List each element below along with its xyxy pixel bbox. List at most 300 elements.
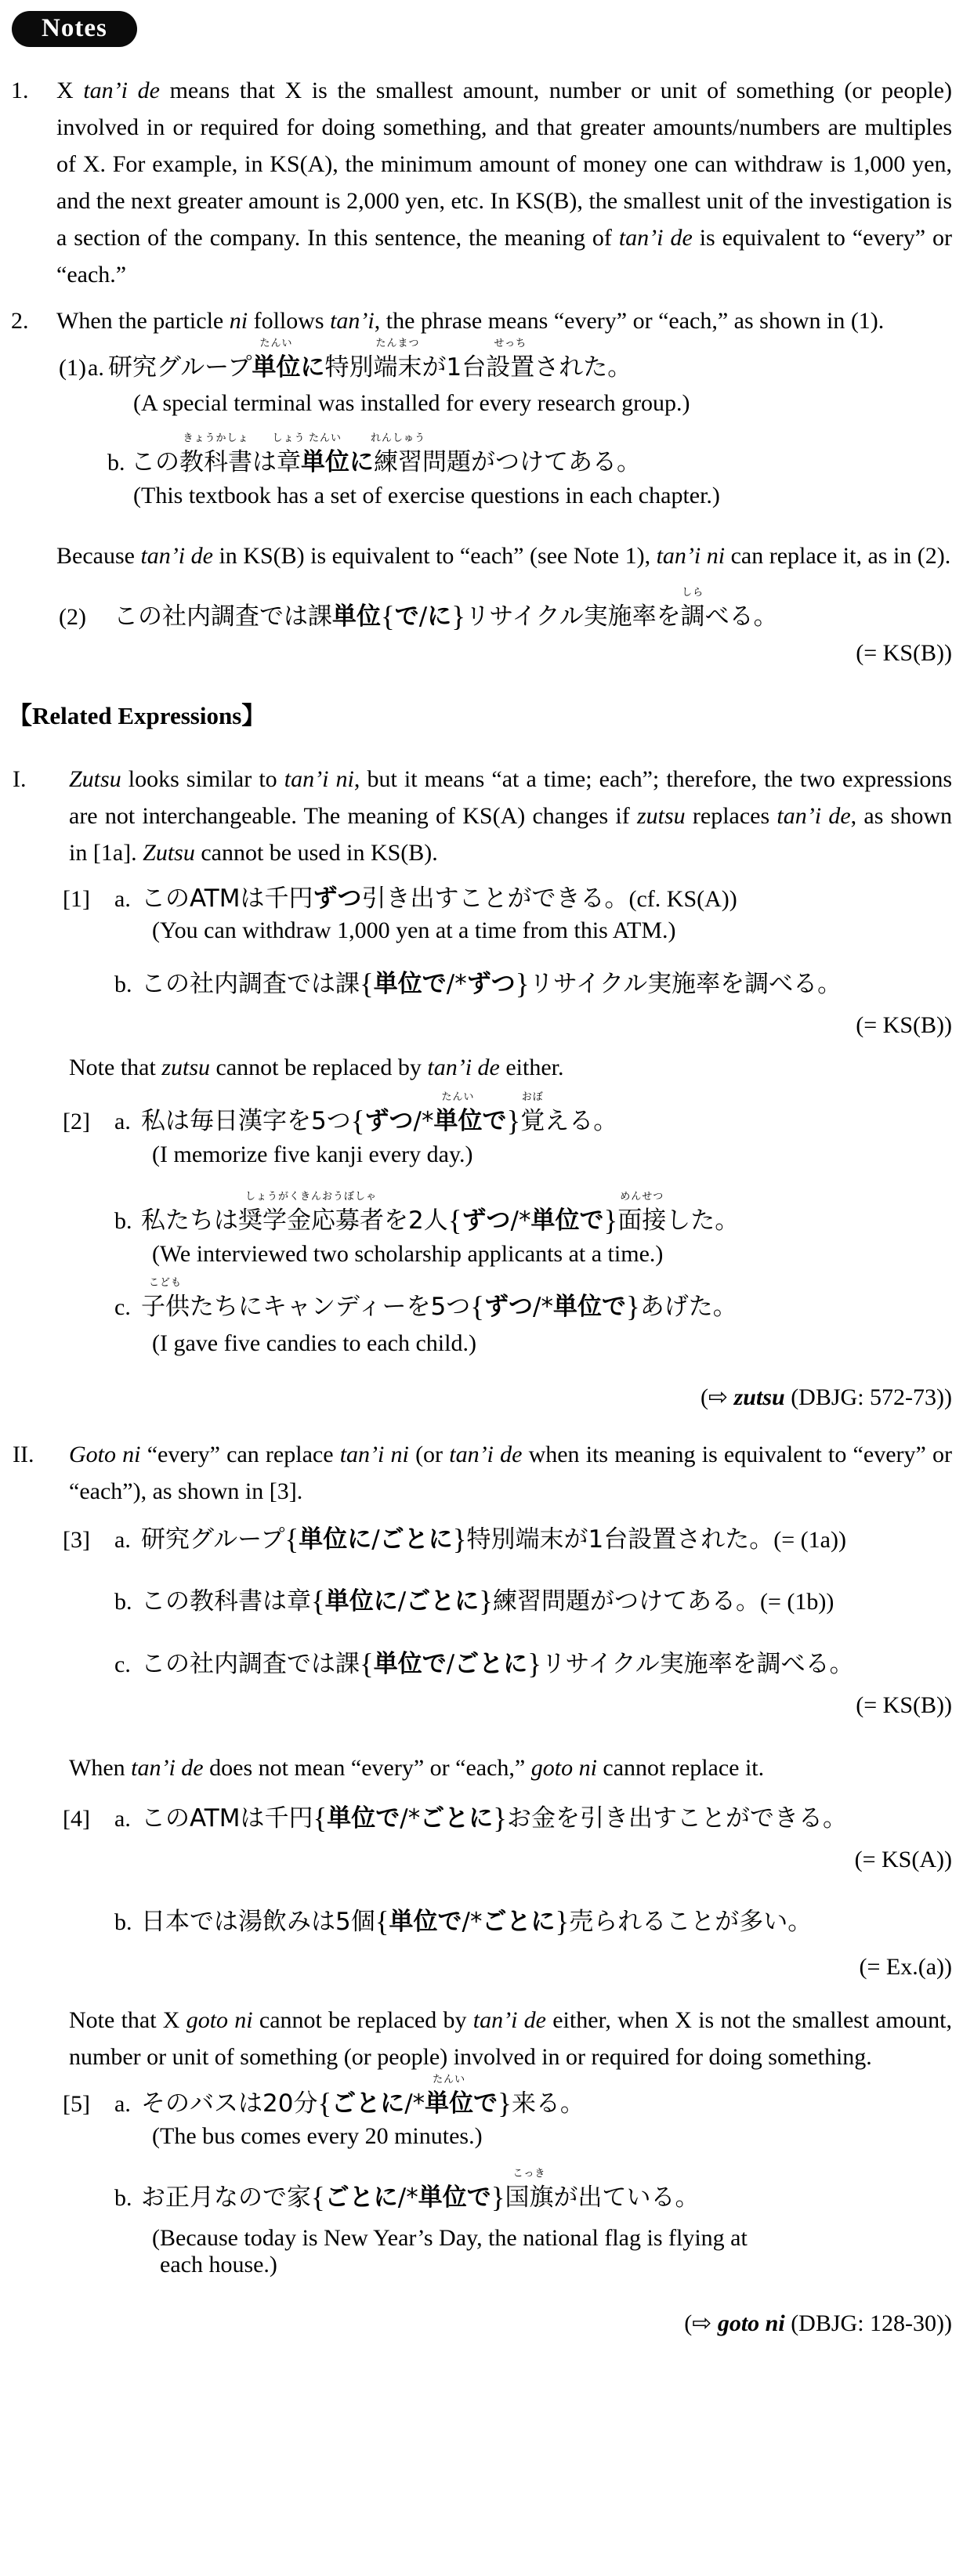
jp-segment: 単位に bbox=[324, 1587, 398, 1615]
text-run: either, when X is not the smallest amount, number or unit of something (or people) involved in or required for doing something. bbox=[69, 2007, 952, 2070]
text-run: tan’i ni bbox=[284, 766, 354, 792]
jp-segment: { bbox=[360, 1648, 374, 1681]
text-run: tan’i de bbox=[449, 1442, 523, 1467]
jp-segment: お正月なので家 bbox=[141, 2183, 311, 2212]
text-run: tan’i de bbox=[472, 2007, 546, 2033]
kanji-with-furigana bbox=[301, 432, 349, 481]
jp-segment: / bbox=[371, 1525, 380, 1554]
example-letter: a. bbox=[114, 1109, 131, 1134]
jp-segment: 売られることが多い。 bbox=[569, 1908, 813, 1936]
text-run: goto ni bbox=[530, 1755, 597, 1781]
kanji-with-furigana bbox=[433, 1091, 483, 1140]
example-br3a bbox=[0, 1521, 963, 1558]
jp-segment: } bbox=[491, 2182, 505, 2214]
jp-segment: * bbox=[541, 1293, 553, 1321]
text-run: tan’i de bbox=[777, 803, 851, 829]
jp-segment: リサイクル実施率を調べる。 bbox=[529, 970, 842, 998]
furigana: めんせつ bbox=[620, 1191, 664, 1203]
example-br2a bbox=[0, 1093, 963, 1140]
kanji-base: 調 bbox=[680, 602, 705, 631]
kanji-base: 端末 bbox=[373, 353, 422, 382]
example-label: (2) bbox=[59, 604, 86, 630]
jp-segment: { bbox=[381, 601, 395, 633]
text-run: looks similar to bbox=[121, 766, 284, 792]
example-br5a bbox=[0, 2075, 963, 2122]
gloss-1b bbox=[133, 483, 952, 509]
jp-segment: ずつ bbox=[466, 970, 516, 998]
jp-segment: { bbox=[350, 1105, 365, 1138]
jp-segment: 単位で bbox=[373, 970, 447, 998]
rel-item-I bbox=[0, 761, 963, 871]
furigana: たんい bbox=[308, 432, 342, 444]
jp-segment: が1台 bbox=[422, 353, 487, 382]
furigana: れんしゅう bbox=[370, 432, 426, 444]
text-run: (= KS(B)) bbox=[856, 640, 952, 666]
jp-segment: / bbox=[400, 1804, 408, 1833]
text-run: ( bbox=[684, 2310, 693, 2336]
badge-row bbox=[0, 0, 963, 47]
furigana: しょう bbox=[272, 432, 306, 444]
kanji-with-furigana bbox=[617, 1191, 667, 1239]
example-label: [3] bbox=[63, 1527, 90, 1553]
text-run: tan’i de bbox=[427, 1055, 500, 1080]
ref-ksb-3 bbox=[0, 1692, 963, 1719]
text-run: zutsu bbox=[733, 1384, 785, 1410]
furigana: たんい bbox=[441, 1091, 475, 1103]
text-run bbox=[711, 2310, 718, 2336]
kanji-base: 単位 bbox=[425, 2089, 474, 2118]
item-text bbox=[56, 302, 952, 339]
japanese-sentence bbox=[141, 1800, 963, 1837]
ref-ksb-2 bbox=[0, 1012, 963, 1039]
note-1 bbox=[0, 72, 963, 293]
jp-segment: 単位で bbox=[530, 1207, 604, 1235]
ref-zutsu-dbjg bbox=[0, 1384, 963, 1411]
example-2 bbox=[0, 588, 963, 635]
text-run: , as shown in [1a]. bbox=[69, 803, 952, 866]
text-run: (= Ex.(a)) bbox=[859, 1954, 952, 1980]
gloss-br2c bbox=[152, 1330, 952, 1357]
kanji-with-furigana bbox=[425, 2074, 474, 2122]
japanese-sentence bbox=[141, 2168, 963, 2216]
example-letter: b. bbox=[114, 1589, 132, 1615]
example-letter: b. bbox=[114, 1909, 132, 1935]
latin-annotation: (cf. KS(A)) bbox=[628, 886, 737, 912]
jp-segment: された。 bbox=[534, 353, 632, 382]
para-because bbox=[56, 537, 952, 574]
furigana: こっき bbox=[512, 2168, 546, 2180]
jp-segment: / bbox=[533, 1293, 541, 1321]
text-run: When the particle bbox=[56, 308, 230, 334]
kanji-with-furigana bbox=[141, 1277, 190, 1326]
open-bracket: 【 bbox=[8, 702, 32, 730]
example-br4b bbox=[0, 1904, 963, 1941]
kanji-base: 国旗 bbox=[505, 2183, 554, 2212]
jp-segment: 私は毎日漢字を5つ bbox=[141, 1107, 351, 1135]
kanji-base: 単位 bbox=[252, 353, 301, 382]
english-gloss-line: each house.) bbox=[160, 2252, 277, 2278]
jp-segment: } bbox=[515, 968, 530, 1000]
jp-segment: で bbox=[394, 602, 419, 631]
jp-segment: に bbox=[349, 448, 374, 476]
jp-segment: この教科書は章 bbox=[141, 1587, 311, 1615]
right-arrow-icon: ⇨ bbox=[692, 2310, 712, 2337]
text-run: Zutsu bbox=[69, 766, 121, 792]
close-bracket: 】 bbox=[241, 702, 266, 730]
right-arrow-icon: ⇨ bbox=[708, 1384, 729, 1411]
jp-segment: 単位で bbox=[373, 1650, 447, 1678]
para-note-goto bbox=[69, 2002, 952, 2075]
text-run: replaces bbox=[685, 803, 777, 829]
japanese-sentence bbox=[141, 1904, 963, 1941]
example-label: (1) bbox=[59, 355, 86, 381]
jp-segment: この社内調査では課 bbox=[141, 1650, 360, 1678]
text-run: (= KS(B)) bbox=[856, 1692, 952, 1718]
text-run: (DBJG: 128-30)) bbox=[784, 2310, 952, 2336]
text-run: Note that X bbox=[69, 2007, 186, 2033]
text-run: tan’i ni bbox=[656, 543, 726, 569]
kanji-with-furigana bbox=[179, 432, 252, 481]
example-letter: b. bbox=[107, 450, 125, 476]
jp-segment: この社内調査では課 bbox=[141, 970, 360, 998]
japanese-sentence bbox=[114, 587, 963, 635]
furigana: こども bbox=[148, 1277, 183, 1289]
jp-segment: / bbox=[413, 1107, 422, 1135]
furigana: しら bbox=[682, 587, 704, 599]
furigana: たんい bbox=[433, 2074, 466, 2086]
text-run: can replace it, as in (2). bbox=[725, 543, 951, 569]
gloss-br5a bbox=[152, 2123, 952, 2150]
japanese-sentence bbox=[141, 1277, 963, 1326]
jp-segment: リサイクル実施率を調べる。 bbox=[541, 1650, 854, 1678]
jp-segment: } bbox=[479, 1586, 493, 1618]
example-letter: a. bbox=[114, 1527, 131, 1553]
jp-segment: 単位で bbox=[552, 1293, 626, 1321]
jp-segment: * bbox=[406, 2183, 418, 2212]
jp-segment: そのバスは20分 bbox=[141, 2089, 318, 2118]
text-run bbox=[728, 1384, 734, 1410]
jp-segment: ごとに bbox=[331, 2089, 405, 2118]
kanji-base: 練習 bbox=[374, 448, 422, 476]
kanji-with-furigana bbox=[252, 338, 301, 386]
jp-segment: 特別端末が1台設置された。 bbox=[466, 1525, 774, 1554]
text-run: in KS(B) is equivalent to “each” (see Note 1), bbox=[212, 543, 657, 569]
text-run: (= KS(A)) bbox=[854, 1847, 952, 1872]
japanese-sentence bbox=[141, 1583, 963, 1620]
text-run: cannot be replaced by bbox=[210, 1055, 428, 1080]
jp-segment: } bbox=[625, 1291, 640, 1323]
text-run: tan’i bbox=[330, 308, 375, 334]
jp-segment: 日本では湯飲みは5個 bbox=[141, 1908, 375, 1936]
kanji-base: 面接 bbox=[617, 1207, 667, 1235]
example-label: [5] bbox=[63, 2091, 90, 2117]
jp-segment: } bbox=[555, 1906, 570, 1938]
gloss-br1a bbox=[152, 917, 952, 944]
furigana: せっち bbox=[494, 338, 527, 349]
jp-segment: この bbox=[131, 448, 179, 476]
example-br3c bbox=[0, 1646, 963, 1683]
jp-segment: 研究グループ bbox=[108, 353, 252, 382]
text-run: follows bbox=[248, 308, 331, 334]
kanji-base: 奨学金応募者 bbox=[238, 1207, 384, 1235]
jp-segment: ずつ bbox=[484, 1293, 534, 1321]
example-letter: a. bbox=[114, 886, 131, 912]
japanese-sentence bbox=[108, 338, 963, 386]
example-letter: b. bbox=[114, 1208, 132, 1234]
english-gloss-line: (I memorize five kanji every day.) bbox=[152, 1141, 473, 1167]
jp-segment: あげた。 bbox=[639, 1293, 737, 1321]
japanese-sentence bbox=[131, 432, 963, 481]
latin-annotation: (= (1b)) bbox=[759, 1589, 834, 1615]
kanji-with-furigana bbox=[486, 338, 535, 386]
jp-segment: ずつ bbox=[313, 885, 362, 913]
kanji-with-furigana bbox=[272, 432, 306, 481]
kanji-base: 子供 bbox=[141, 1293, 190, 1321]
text-run: either. bbox=[499, 1055, 564, 1080]
kanji-base: 単位 bbox=[433, 1107, 483, 1135]
text-run: zutsu bbox=[161, 1055, 210, 1080]
kanji-with-furigana bbox=[238, 1191, 384, 1239]
ref-exa bbox=[0, 1954, 963, 1981]
example-letter: a. bbox=[88, 355, 104, 381]
kanji-base: 章 bbox=[277, 448, 301, 476]
jp-segment: リサイクル実施率を bbox=[465, 602, 681, 631]
english-gloss-line: (Because today is New Year’s Day, the national flag is flying at bbox=[152, 2225, 748, 2251]
english-gloss-line: (You can withdraw 1,000 yen at a time from this ATM.) bbox=[152, 917, 676, 943]
jp-segment: * bbox=[412, 2089, 425, 2118]
jp-segment: } bbox=[498, 2088, 512, 2120]
example-br3b bbox=[0, 1583, 963, 1620]
jp-segment: ごとに bbox=[482, 1908, 556, 1936]
kanji-with-furigana bbox=[370, 432, 426, 481]
text-run: “every” can replace bbox=[140, 1442, 340, 1467]
notes-badge: Notes bbox=[12, 11, 137, 47]
jp-segment: { bbox=[311, 2182, 325, 2214]
text-run: means that X is the smallest amount, number or unit of something (or people) involved in or required for doing something, and that greater amounts/numbers are multiples of X. For example, in KS(A), the minimum amount of money one can withdraw is 1,000 yen, and the next greater amount is 2,000 yen, etc. In KS(B), the smallest unit of the investigation is a section of the company. In this sentence, the meaning of bbox=[56, 78, 952, 251]
item-text bbox=[56, 72, 952, 293]
jp-segment: } bbox=[452, 1524, 467, 1556]
text-run: (= KS(B)) bbox=[856, 1012, 952, 1038]
jp-segment: このATMは千円 bbox=[141, 885, 313, 913]
example-letter: a. bbox=[114, 2091, 131, 2117]
example-letter: c. bbox=[114, 1294, 131, 1320]
text-run: Goto ni bbox=[69, 1442, 141, 1467]
jp-segment: ごとに bbox=[420, 1804, 494, 1833]
example-letter: b. bbox=[114, 2185, 132, 2211]
jp-segment: 単位で bbox=[418, 2183, 491, 2212]
english-gloss-line: (We interviewed two scholarship applicants at a time.) bbox=[152, 1241, 664, 1267]
gloss-br5b bbox=[152, 2225, 952, 2278]
jp-segment: / bbox=[418, 602, 428, 631]
jp-segment: を2人 bbox=[384, 1207, 448, 1235]
text-run: when its meaning is equivalent to “every” or “each”), as shown in [3]. bbox=[69, 1442, 952, 1504]
text-run: tan’i de bbox=[618, 225, 693, 251]
text-run: does not mean “every” or “each,” bbox=[203, 1755, 531, 1781]
text-run: tan’i de bbox=[131, 1755, 204, 1781]
jp-segment: ずつ bbox=[364, 1107, 414, 1135]
english-gloss-line: (A special terminal was installed for every research group.) bbox=[133, 390, 690, 416]
item-text bbox=[69, 1436, 952, 1510]
text-run: (DBJG: 572-73)) bbox=[784, 1384, 952, 1410]
jp-segment: 問題がつけてある。 bbox=[422, 448, 641, 476]
jp-segment: は bbox=[252, 448, 277, 476]
jp-segment: { bbox=[375, 1906, 389, 1938]
example-br1a bbox=[0, 881, 963, 917]
example-br2b bbox=[0, 1192, 963, 1239]
para-when-tanide bbox=[69, 1749, 952, 1786]
jp-segment: / bbox=[462, 1908, 470, 1936]
kanji-with-furigana bbox=[680, 587, 705, 635]
text-run: Note that bbox=[69, 1055, 162, 1080]
text-run: Because bbox=[56, 543, 141, 569]
jp-segment: で bbox=[473, 2089, 498, 2118]
furigana: おぼ bbox=[521, 1091, 544, 1103]
jp-segment: { bbox=[360, 968, 374, 1000]
jp-segment: } bbox=[527, 1648, 541, 1681]
jp-segment: { bbox=[447, 1205, 462, 1237]
ref-goto-dbjg bbox=[0, 2310, 963, 2337]
example-br4a bbox=[0, 1800, 963, 1837]
text-run: is equivalent to “every” or “each.” bbox=[56, 225, 953, 288]
text-run: Zutsu bbox=[143, 840, 195, 866]
jp-segment: / bbox=[404, 2089, 413, 2118]
jp-segment: * bbox=[518, 1207, 531, 1235]
text-run: X bbox=[56, 78, 84, 103]
kanji-base: 単位 bbox=[301, 448, 349, 476]
item-number: 1. bbox=[11, 78, 29, 103]
jp-segment: お金を引き出すことができる。 bbox=[506, 1804, 847, 1833]
furigana: きょうかしょ bbox=[183, 432, 249, 444]
text-run: tan’i de bbox=[140, 543, 213, 569]
jp-segment: { bbox=[311, 1586, 325, 1618]
note-2 bbox=[0, 302, 963, 339]
jp-segment: / bbox=[397, 2183, 407, 2212]
jp-segment: { bbox=[317, 2088, 332, 2120]
jp-segment: この社内調査では課 bbox=[114, 602, 332, 631]
text-run: cannot replace it. bbox=[596, 1755, 765, 1781]
japanese-sentence bbox=[141, 1646, 963, 1683]
example-letter: a. bbox=[114, 1806, 131, 1832]
jp-segment: ごとに bbox=[406, 1587, 480, 1615]
text-run: zutsu bbox=[636, 803, 686, 829]
related-expressions-heading bbox=[8, 700, 963, 733]
example-label: [4] bbox=[63, 1806, 90, 1832]
jp-segment: 引き出すことができる。 bbox=[361, 885, 629, 913]
text-run: When bbox=[69, 1755, 132, 1781]
jp-segment: ごとに bbox=[454, 1650, 528, 1678]
kanji-base: 設置 bbox=[486, 353, 535, 382]
gloss-br2b bbox=[152, 1241, 952, 1268]
japanese-sentence bbox=[141, 1191, 963, 1239]
item-number: 2. bbox=[11, 308, 29, 334]
jp-segment: } bbox=[451, 601, 465, 633]
jp-segment: * bbox=[407, 1804, 421, 1833]
item-number: I. bbox=[13, 766, 27, 792]
jp-segment: に bbox=[427, 602, 452, 631]
example-br2c bbox=[0, 1279, 963, 1326]
jp-segment: 私たちは bbox=[141, 1207, 238, 1235]
jp-segment: ごとに bbox=[379, 1525, 453, 1554]
english-gloss-line: (This textbook has a set of exercise questions in each chapter.) bbox=[133, 483, 720, 508]
example-1b bbox=[0, 434, 963, 481]
example-label: [2] bbox=[63, 1109, 90, 1134]
kanji-base: 教科書 bbox=[179, 448, 252, 476]
jp-segment: ごとに bbox=[324, 2183, 398, 2212]
jp-segment: 来る。 bbox=[511, 2089, 585, 2118]
jp-segment: 単位で bbox=[389, 1908, 462, 1936]
english-gloss-line: (I gave five candies to each child.) bbox=[152, 1330, 476, 1356]
jp-segment: / bbox=[397, 1587, 407, 1615]
example-br1b bbox=[0, 966, 963, 1003]
jp-segment: { bbox=[313, 1803, 328, 1835]
kanji-with-furigana bbox=[373, 338, 422, 386]
jp-segment: 研究グループ bbox=[141, 1525, 285, 1554]
jp-segment: に bbox=[300, 353, 325, 382]
text-run: goto ni bbox=[717, 2310, 785, 2336]
jp-segment: べる。 bbox=[704, 602, 778, 631]
kanji-with-furigana bbox=[520, 1091, 545, 1140]
item-number: II. bbox=[13, 1442, 34, 1467]
text-run: ni bbox=[229, 308, 248, 334]
jp-segment: 単位 bbox=[332, 602, 381, 631]
jp-segment: ずつ bbox=[462, 1207, 511, 1235]
text-run: cannot be replaced by bbox=[252, 2007, 473, 2033]
text-run: goto ni bbox=[186, 2007, 253, 2033]
example-1a bbox=[0, 339, 963, 386]
jp-segment: える。 bbox=[545, 1107, 618, 1135]
japanese-sentence bbox=[141, 1521, 963, 1558]
rel-item-II bbox=[0, 1436, 963, 1510]
jp-segment: した。 bbox=[666, 1207, 740, 1235]
text-run: cannot be used in KS(B). bbox=[194, 840, 438, 866]
jp-segment: 練習問題がつけてある。 bbox=[492, 1587, 760, 1615]
jp-segment: { bbox=[284, 1524, 299, 1556]
gloss-1a bbox=[133, 390, 952, 417]
furigana: しょうがくきんおうぼしゃ bbox=[244, 1191, 378, 1203]
text-run: (or bbox=[408, 1442, 450, 1467]
jp-segment: / bbox=[446, 1650, 455, 1678]
ref-ksb-1 bbox=[0, 640, 963, 667]
latin-annotation: (= (1a)) bbox=[773, 1527, 846, 1553]
japanese-sentence bbox=[141, 2074, 963, 2122]
jp-segment: { bbox=[470, 1291, 485, 1323]
heading-label: Related Expressions bbox=[32, 702, 242, 729]
japanese-sentence bbox=[141, 1091, 963, 1140]
japanese-sentence bbox=[141, 881, 963, 917]
item-text bbox=[69, 761, 952, 871]
example-letter: c. bbox=[114, 1652, 131, 1677]
jp-segment: * bbox=[454, 970, 467, 998]
jp-segment: / bbox=[446, 970, 455, 998]
jp-segment: } bbox=[493, 1803, 507, 1835]
english-gloss-line: (The bus comes every 20 minutes.) bbox=[152, 2123, 483, 2149]
jp-segment: / bbox=[510, 1207, 519, 1235]
text-run: tan’i ni bbox=[339, 1442, 409, 1467]
furigana: たんまつ bbox=[375, 338, 420, 349]
kanji-with-furigana bbox=[505, 2168, 554, 2216]
text-run: , but it means “at a time; each”; therefore, the two expressions are not interchangeable. The meaning of KS(A) changes if bbox=[69, 766, 952, 829]
jp-segment: 単位で bbox=[327, 1804, 400, 1833]
jp-segment: } bbox=[506, 1105, 521, 1138]
jp-segment: で bbox=[482, 1107, 507, 1135]
gloss-br2a bbox=[152, 1141, 952, 1168]
jp-segment: } bbox=[603, 1205, 618, 1237]
jp-segment: このATMは千円 bbox=[141, 1804, 313, 1833]
furigana: たんい bbox=[259, 338, 293, 349]
example-label: [1] bbox=[63, 886, 90, 912]
para-note-zutsu bbox=[69, 1049, 952, 1086]
text-run: ( bbox=[700, 1384, 708, 1410]
